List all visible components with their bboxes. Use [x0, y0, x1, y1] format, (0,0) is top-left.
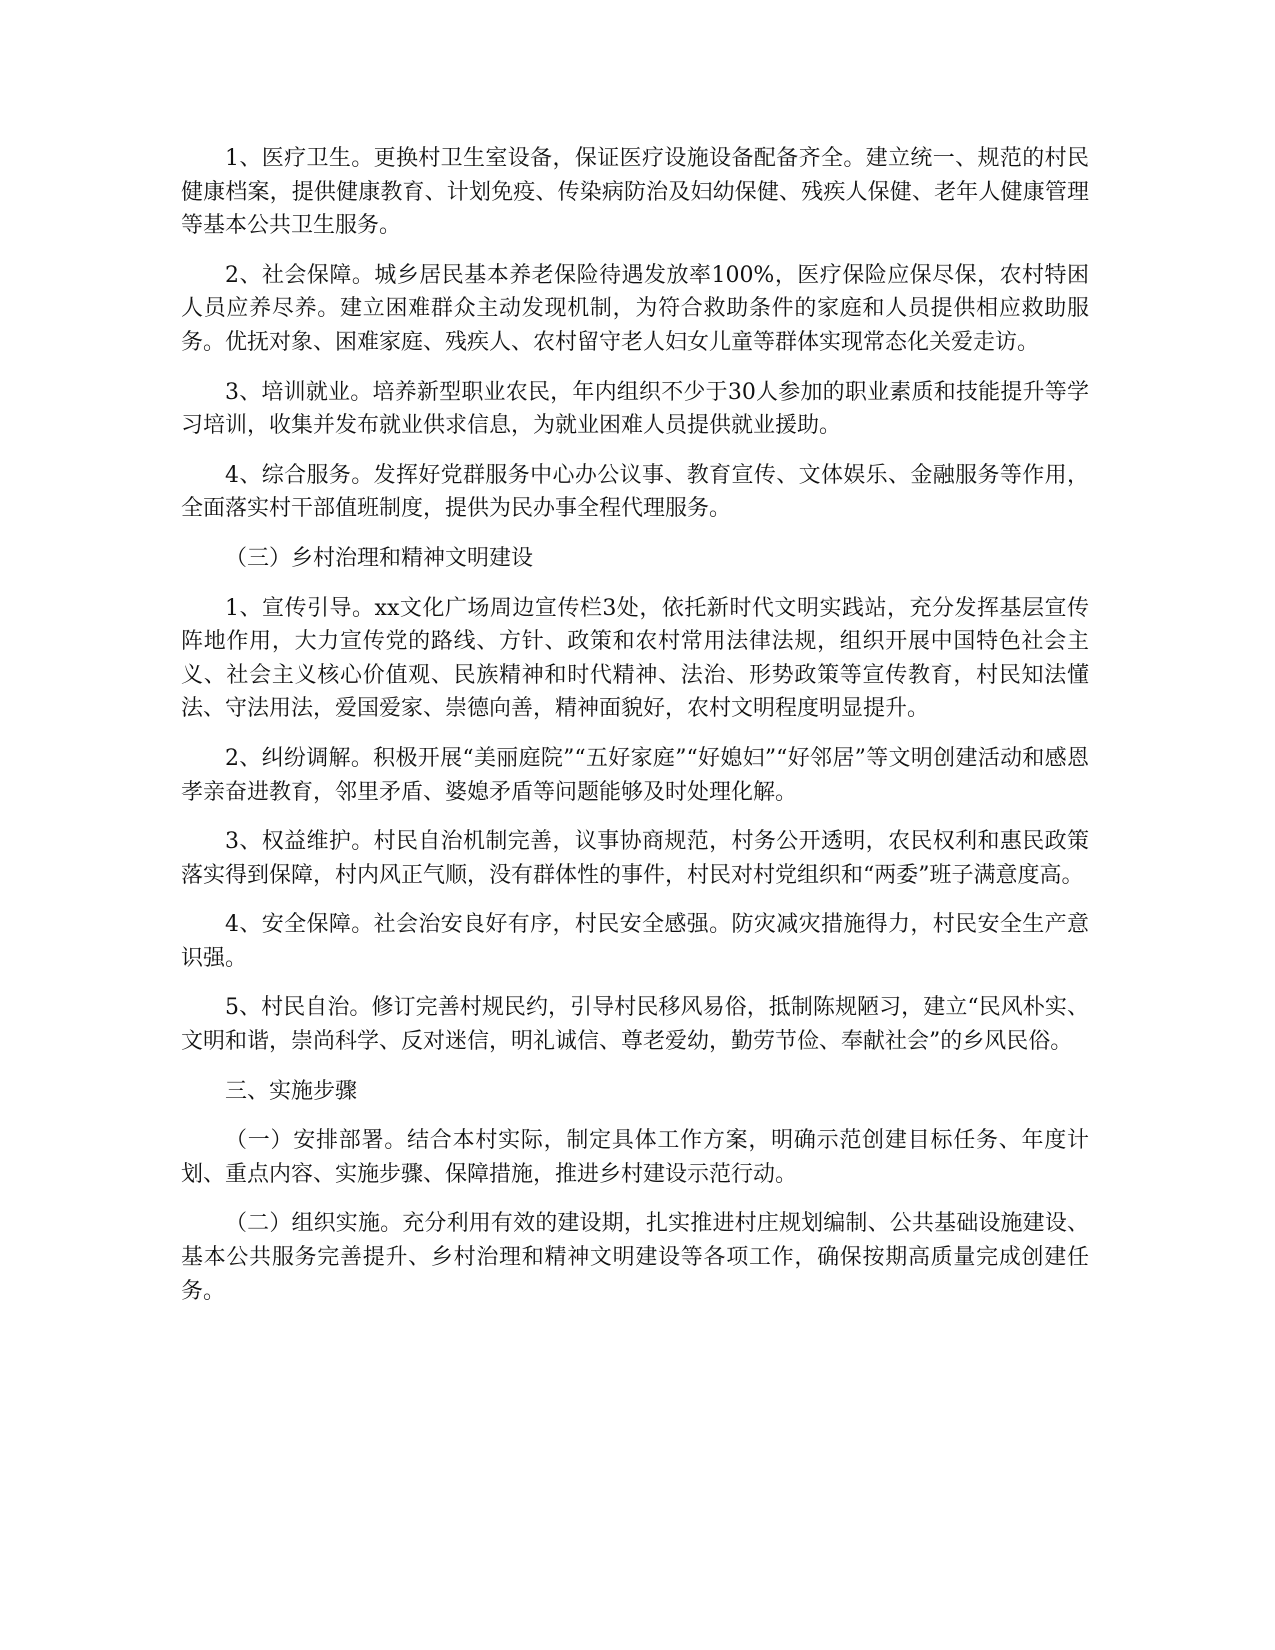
paragraph-medical-health: 1、医疗卫生。更换村卫生室设备，保证医疗设施设备配备齐全。建立统一、规范的村民健康档案，提供健康教育、计划免疫、传染病防治及妇幼保健、残疾人保健、老年人健康管理等基本公共卫生服务。 — [181, 146, 1089, 239]
paragraph-publicity-guidance: 1、宣传引导。xx文化广场周边宣传栏3处，依托新时代文明实践站，充分发挥基层宣传阵地作用，大力宣传党的路线、方针、政策和农村常用法律法规，组织开展中国特色社会主义、社会主义核心价值观、民族精神和时代精神、法治、形势政策等宣传教育，村民知法懂法、守法用法，爱国爱家、崇德向善，精神面貌好，农村文明程度明显提升。 — [181, 595, 1089, 722]
section-heading-rural-governance: （三）乡村治理和精神文明建设 — [225, 545, 534, 571]
paragraph-rights-protection: 3、权益维护。村民自治机制完善，议事协商规范，村务公开透明，农民权利和惠民政策落实得到保障，村内风正气顺，没有群体性的事件，村民对村党组织和“两委”班子满意度高。 — [181, 829, 1089, 888]
paragraph-comprehensive-service: 4、综合服务。发挥好党群服务中心办公议事、教育宣传、文体娱乐、金融服务等作用，全面落实村干部值班制度，提供为民办事全程代理服务。 — [181, 462, 1089, 522]
paragraph-organization-implementation: （二）组织实施。充分利用有效的建设期，扎实推进村庄规划编制、公共基础设施建设、基本公共服务完善提升、乡村治理和精神文明建设等各项工作，确保按期高质量完成创建任务。 — [181, 1211, 1089, 1304]
paragraph-social-security: 2、社会保障。城乡居民基本养老保险待遇发放率100%，医疗保险应保尽保，农村特困人员应养尽养。建立困难群众主动发现机制，为符合救助条件的家庭和人员提供相应救助服务。优抚对象、困难家庭、残疾人、农村留守老人妇女儿童等群体实现常态化关爱走访。 — [181, 262, 1089, 355]
section-heading-implementation-steps: 三、实施步骤 — [225, 1078, 358, 1104]
paragraph-arrangement-deployment: （一）安排部署。结合本村实际，制定具体工作方案，明确示范创建目标任务、年度计划、重点内容、实施步骤、保障措施，推进乡村建设示范行动。 — [181, 1128, 1089, 1187]
paragraph-safety-security: 4、安全保障。社会治安良好有序，村民安全感强。防灾减灾措施得力，村民安全生产意识强。 — [181, 912, 1089, 971]
paragraph-villager-autonomy: 5、村民自治。修订完善村规民约，引导村民移风易俗，抵制陈规陋习，建立“民风朴实、文明和谐，崇尚科学、反对迷信，明礼诚信、尊老爱幼，勤劳节俭、奉献社会”的乡风民俗。 — [181, 995, 1089, 1055]
paragraph-dispute-mediation: 2、纠纷调解。积极开展“美丽庭院”“五好家庭”“好媳妇”“好邻居”等文明创建活动和感恩孝亲奋进教育，邻里矛盾、婆媳矛盾等问题能够及时处理化解。 — [181, 745, 1089, 805]
document-page — [181, 142, 1089, 1324]
paragraph-training-employment: 3、培训就业。培养新型职业农民，年内组织不少于30人参加的职业素质和技能提升等学习培训，收集并发布就业供求信息，为就业困难人员提供就业援助。 — [181, 379, 1089, 439]
